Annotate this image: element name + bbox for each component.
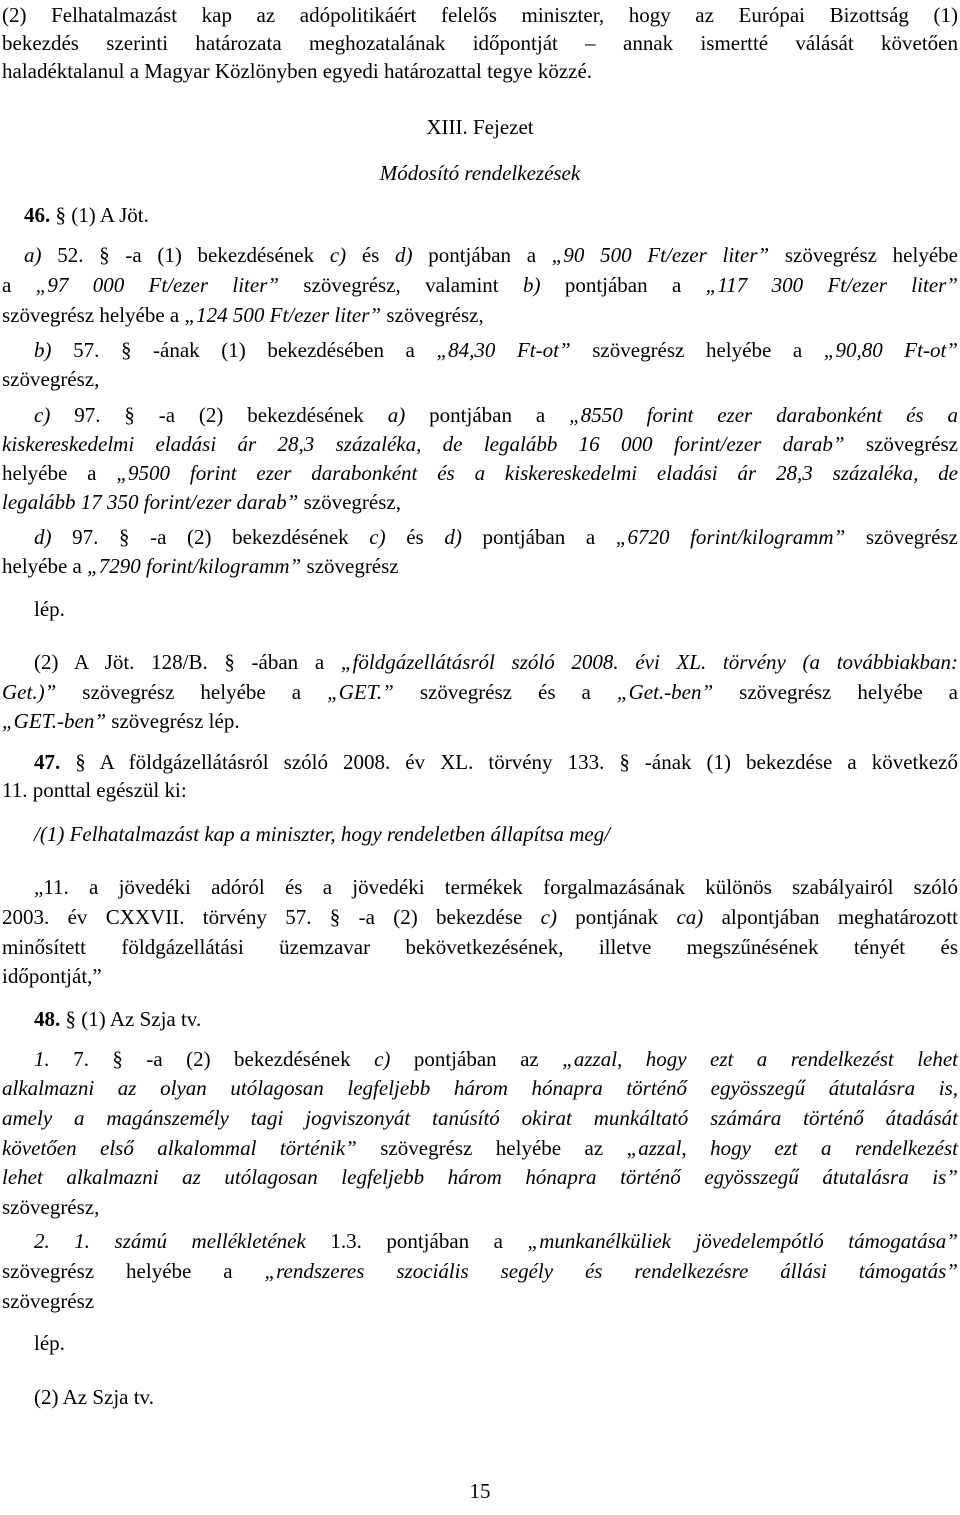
text-run: pontjában a	[412, 243, 552, 267]
point-2-line: szövegrész	[2, 1289, 95, 1313]
section-number: 46.	[24, 203, 51, 227]
italic-run: „90 500 Ft/ezer liter”	[551, 243, 770, 267]
text-run: szövegrész, valamint	[279, 273, 523, 297]
italic-run: 1.	[34, 1047, 50, 1071]
text-run: szövegrész helyébe a	[570, 338, 824, 362]
quoted-line: minősített földgázellátási üzemzavar bekövetkezésének, illetve megszűnésének tényét és	[2, 935, 958, 959]
point-1-line: alkalmazni az olyan utólagosan legfeljebb három hónapra történő egyösszegű átutalásra is,	[2, 1076, 958, 1100]
quoted-line	[2, 902, 958, 932]
text-run: 1.3. pontjában a	[305, 1229, 528, 1253]
point-2-line	[34, 1226, 958, 1256]
text-run: 2003. év CXXVII. törvény 57. § -a (2) bekezdése	[2, 905, 541, 929]
italic-run: c)	[540, 905, 557, 929]
italic-run: „rendszeres szociális segély és rendelkezésre állási támogatás”	[264, 1259, 958, 1283]
text-run: szövegrész lép.	[106, 709, 240, 733]
section-47-line: 11. ponttal egészül ki:	[2, 778, 187, 802]
italic-run: Get.)”	[2, 680, 57, 704]
point-c-line	[2, 429, 958, 459]
point-c-line	[2, 458, 958, 488]
paragraph-line	[2, 706, 958, 736]
italic-run: „84,30 Ft-ot”	[436, 338, 571, 362]
section-46-heading	[24, 200, 149, 230]
paragraph-line: (2) Az Szja tv.	[34, 1385, 154, 1409]
italic-run: „azzal, hogy ezt a rendelkezést lehet	[562, 1047, 959, 1071]
italic-run: „GET.”	[327, 680, 394, 704]
text-run: 57. § -ának (1) bekezdésében a	[73, 338, 437, 362]
text-run: pontjában a	[540, 273, 706, 297]
section-text: § A földgázellátásról szóló 2008. év XL. törvény 133. § -ának (1) bekezdése a következő	[75, 750, 958, 774]
text-run: 97. § -a (2) bekezdésének	[72, 525, 370, 549]
italic-run: c)	[329, 243, 347, 267]
chapter-title: XIII. Fejezet	[426, 115, 534, 139]
italic-run: „97 000 Ft/ezer liter”	[35, 273, 280, 297]
italic-run: a)	[24, 243, 58, 267]
text-run: szövegrész helyébe	[769, 243, 958, 267]
italic-run: c)	[369, 525, 386, 549]
point-1-line: szövegrész,	[2, 1195, 100, 1219]
italic-run: „8550 forint ezer darabonként és a	[569, 403, 958, 427]
section-sign: §	[55, 203, 66, 227]
italic-run: d)	[444, 525, 462, 549]
point-c-line	[2, 487, 958, 517]
italic-run: 2. 1. számú mellékletének	[34, 1229, 306, 1253]
lep-text: lép.	[34, 1331, 65, 1355]
text-run: szövegrész	[301, 554, 399, 578]
text-run: 52. § -a (1) bekezdésének	[57, 243, 330, 267]
text-run: szövegrész,	[298, 490, 401, 514]
quoted-line: időpontját,”	[2, 964, 102, 988]
text-run: és	[385, 525, 445, 549]
italic-run: „6720 forint/kilogramm”	[615, 525, 846, 549]
italic-run: „Get.-ben”	[616, 680, 714, 704]
section-48-heading	[34, 1004, 201, 1034]
quoted-intro: /(1) Felhatalmazást kap a miniszter, hogy rendeletben állapítsa meg/	[34, 822, 611, 846]
section-number: 47.	[34, 750, 61, 774]
italic-run: kiskereskedelmi eladási ár 28,3 százaléka, de legalább 16 000 forint/ezer darab”	[2, 432, 845, 456]
italic-run: ca)	[676, 905, 704, 929]
italic-run: c)	[374, 1047, 391, 1071]
italic-run: „9500 forint ezer darabonként és a kiskereskedelmi eladási ár 28,3 százaléka, de	[116, 461, 958, 485]
text-run: szövegrész helyébe a	[56, 680, 328, 704]
paragraph-line	[34, 647, 958, 677]
italic-run: „azzal, hogy ezt a rendelkezést	[626, 1136, 958, 1160]
italic-run: legalább 17 350 forint/ezer darab”	[2, 490, 299, 514]
section-text: (1) A Jöt.	[71, 203, 149, 227]
italic-run: „124 500 Ft/ezer liter”	[184, 303, 382, 327]
page-number: 15	[469, 1479, 491, 1503]
text-run: pontjában a	[461, 525, 616, 549]
italic-run: „7290 forint/kilogramm”	[87, 554, 302, 578]
point-a-line	[24, 240, 958, 270]
italic-run: b)	[34, 338, 74, 362]
point-1-line	[34, 1044, 958, 1074]
text-run: szövegrész és a	[393, 680, 617, 704]
point-a-line	[2, 270, 958, 300]
text-run: szövegrész	[845, 525, 958, 549]
italic-run: b)	[522, 273, 541, 297]
italic-run: d)	[395, 243, 413, 267]
italic-run: „GET.-ben”	[2, 709, 107, 733]
text-line: bekezdés szerinti határozata meghozatalának időpontját – annak ismertté válását követően	[2, 31, 958, 55]
point-1-line: lehet alkalmazni az utólagosan legfeljebb három hónapra történő egyösszegű átutalásra is”	[2, 1165, 958, 1189]
italic-run: „munkanélküliek jövedelempótló támogatása”	[527, 1229, 958, 1253]
italic-run: d)	[34, 525, 73, 549]
text-run: pontjában a	[405, 403, 570, 427]
lep-text: lép.	[34, 597, 65, 621]
quoted-line: „11. a jövedéki adóról és a jövedéki termékek forgalmazásának különös szabályairól szóló	[34, 875, 958, 899]
point-1-line: amely a magánszemély tagi jogviszonyát tanúsító okirat munkáltató számára történő átadását	[2, 1106, 958, 1130]
point-d-line	[34, 522, 958, 552]
italic-run: „90,80 Ft-ot”	[823, 338, 958, 362]
section-47-line	[34, 747, 958, 777]
text-run: szövegrész helyébe a	[2, 303, 185, 327]
italic-run: „földgázellátásról szóló 2008. évi XL. törvény (a továbbiakban:	[340, 650, 958, 674]
point-d-line	[2, 551, 958, 581]
italic-run: a)	[387, 403, 406, 427]
text-run: pontjának	[556, 905, 677, 929]
italic-run: követően első alkalommal történik”	[2, 1136, 357, 1160]
italic-run: „117 300 Ft/ezer liter”	[705, 273, 958, 297]
text-run: szövegrész helyébe a	[2, 1259, 265, 1283]
section-text: (1) Az Szja tv.	[81, 1007, 202, 1031]
chapter-subtitle: Módosító rendelkezések	[379, 161, 581, 185]
text-run: (2) A Jöt. 128/B. § -ában a	[34, 650, 341, 674]
text-line: haladéktalanul a Magyar Közlönyben egyedi határozattal tegye közzé.	[2, 59, 593, 83]
section-sign: §	[65, 1007, 76, 1031]
text-run: a	[2, 273, 36, 297]
point-c-line	[34, 400, 958, 430]
italic-run: c)	[34, 403, 75, 427]
text-run: helyébe a	[2, 554, 88, 578]
text-run: pontjában az	[390, 1047, 563, 1071]
text-run: és	[346, 243, 396, 267]
text-line: (2) Felhatalmazást kap az adópolitikáért felelős miniszter, hogy az Európai Bizottság (1)	[2, 3, 958, 27]
text-run: szövegrész,	[381, 303, 484, 327]
point-b-line: szövegrész,	[2, 367, 100, 391]
text-run: 7. § -a (2) bekezdésének	[49, 1047, 375, 1071]
point-b-line	[34, 335, 958, 365]
text-run: szövegrész helyébe a	[713, 680, 958, 704]
text-run: szövegrész helyébe az	[356, 1136, 627, 1160]
section-number: 48.	[34, 1007, 61, 1031]
text-run: szövegrész	[844, 432, 959, 456]
point-1-line	[2, 1133, 958, 1163]
text-run: helyébe a	[2, 461, 117, 485]
text-run: 97. § -a (2) bekezdésének	[74, 403, 388, 427]
text-run: alpontjában meghatározott	[703, 905, 958, 929]
point-2-line	[2, 1256, 958, 1286]
point-a-line	[2, 300, 958, 330]
paragraph-line	[2, 677, 958, 707]
